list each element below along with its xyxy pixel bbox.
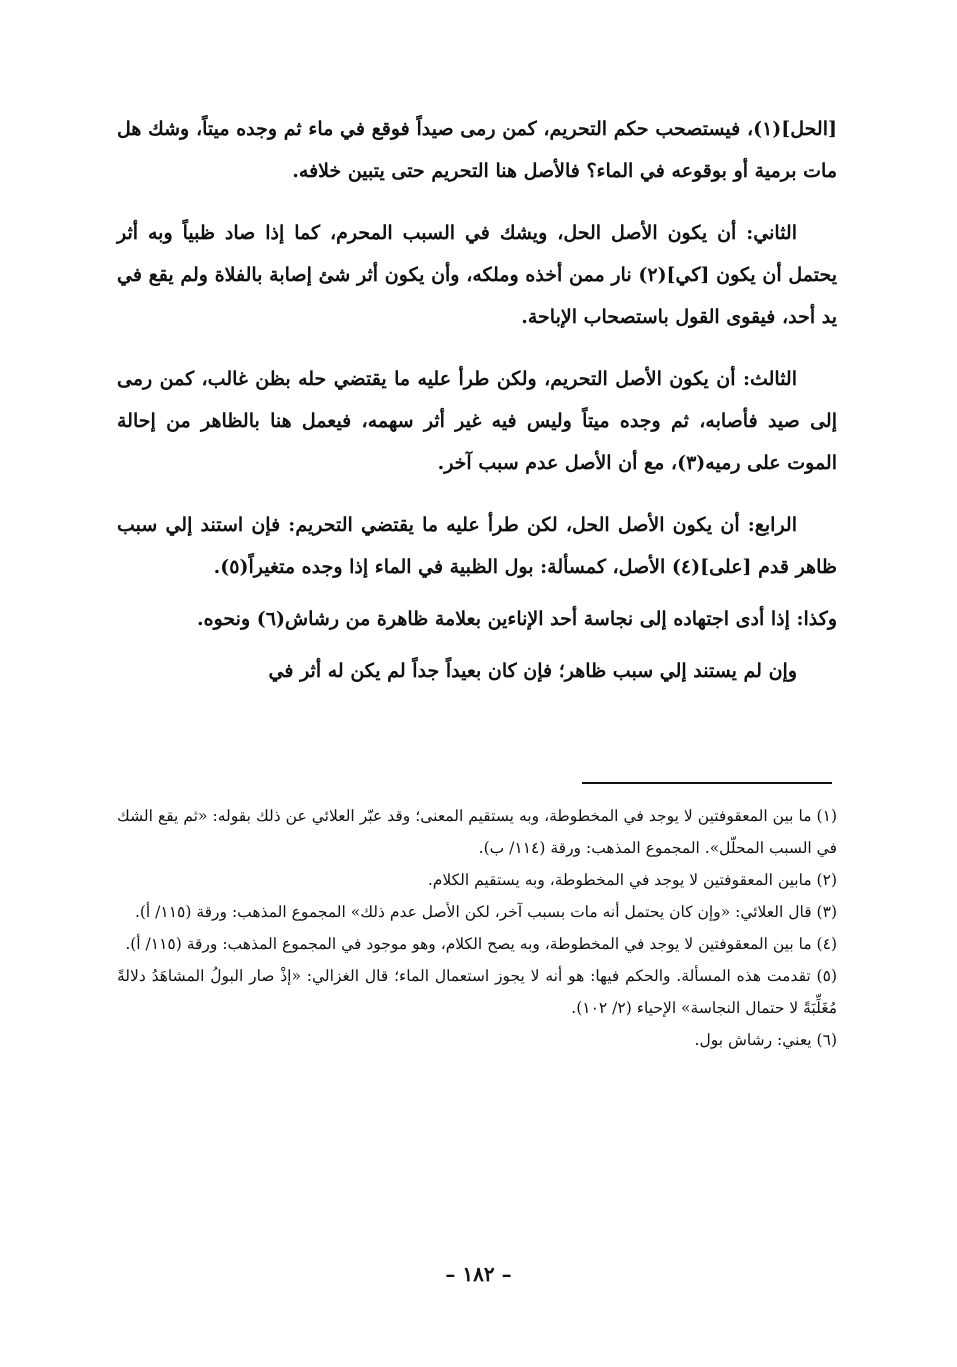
- paragraph-2: الثاني: أن يكون الأصل الحل، ويشك في السبب المحرم، كما إذا صاد ظبياً وبه أثر يحتمل أن يكون [كي](٢) نار ممن أخذه وملكه، وأن يكون أثر شئ إصابة بالفلاة ولم يقع في يد أحد، فيقوى القول باستصحاب الإباحة.: [117, 222, 838, 328]
- page-number: – ١٨٢ –: [445, 1262, 512, 1286]
- footnote-1: (١) ما بين المعقوفتين لا يوجد في المخطوطة، وبه يستقيم المعنى؛ وقد عبّر العلائي عن ذلك بقوله: «ثم يقع الشك في السبب المحلّل». المجموع المذهب: ورقة (١١٤/ ب).: [117, 807, 837, 857]
- footnote-5: (٥) تقدمت هذه المسألة. والحكم فيها: هو أنه لا يجوز استعمال الماء؛ قال الغزالي: «إذْ صار البولُ المشاهَدُ دلالةً مُغَلِّبَةً لا حتمال النجاسة» الإحياء (٢/ ١٠٢).: [117, 967, 837, 1017]
- paragraph-3: الثالث: أن يكون الأصل التحريم، ولكن طرأ عليه ما يقتضي حله بظن غالب، كمن رمى إلى صيد فأصابه، ثم وجده ميتاً وليس فيه غير أثر سهمه، فيعمل هنا بالظاهر من إحالة الموت على رميه(٣)، مع أن الأصل عدم سبب آخر.: [117, 368, 837, 474]
- footnote-2: (٢) مابين المعقوفتين لا يوجد في المخطوطة، وبه يستقيم الكلام.: [427, 871, 837, 889]
- footnotes: [117, 800, 837, 1056]
- footnote-3: (٣) قال العلائي: «وإن كان يحتمل أنه مات بسبب آخر، لكن الأصل عدم ذلك» المجموع المذهب: ورقة (١١٥/ أ).: [134, 903, 837, 921]
- paragraph-4: الرابع: أن يكون الأصل الحل، لكن طرأ عليه ما يقتضي التحريم: فإن استند إلي سبب ظاهر قدم [على](٤) الأصل، كمسألة: بول الظبية في الماء إذا وجده متغيراً(٥).: [117, 514, 837, 578]
- footnote-4: (٤) ما بين المعقوفتين لا يوجد في المخطوطة، وبه يصح الكلام، وهو موجود في المجموع المذهب: ورقة (١١٥/ أ).: [125, 935, 837, 953]
- footnote-6: (٦) يعني: رشاش بول.: [694, 1031, 837, 1049]
- paragraph-5: وكذا: إذا أدى اجتهاده إلى نجاسة أحد الإناءين بعلامة ظاهرة من رشاش(٦) ونحوه.: [197, 608, 837, 630]
- paragraph-6: وإن لم يستند إلي سبب ظاهر؛ فإن كان بعيداً جداً لم يكن له أثر في: [268, 660, 797, 682]
- main-text: [117, 108, 837, 712]
- footnote-separator: [582, 782, 832, 784]
- paragraph-1: [الحل](١)، فيستصحب حكم التحريم، كمن رمى صيداً فوقع في ماء ثم وجده ميتاً، وشك هل مات برمية أو بوقوعه في الماء؟ فالأصل هنا التحريم حتى يتبين خلافه.: [117, 118, 837, 182]
